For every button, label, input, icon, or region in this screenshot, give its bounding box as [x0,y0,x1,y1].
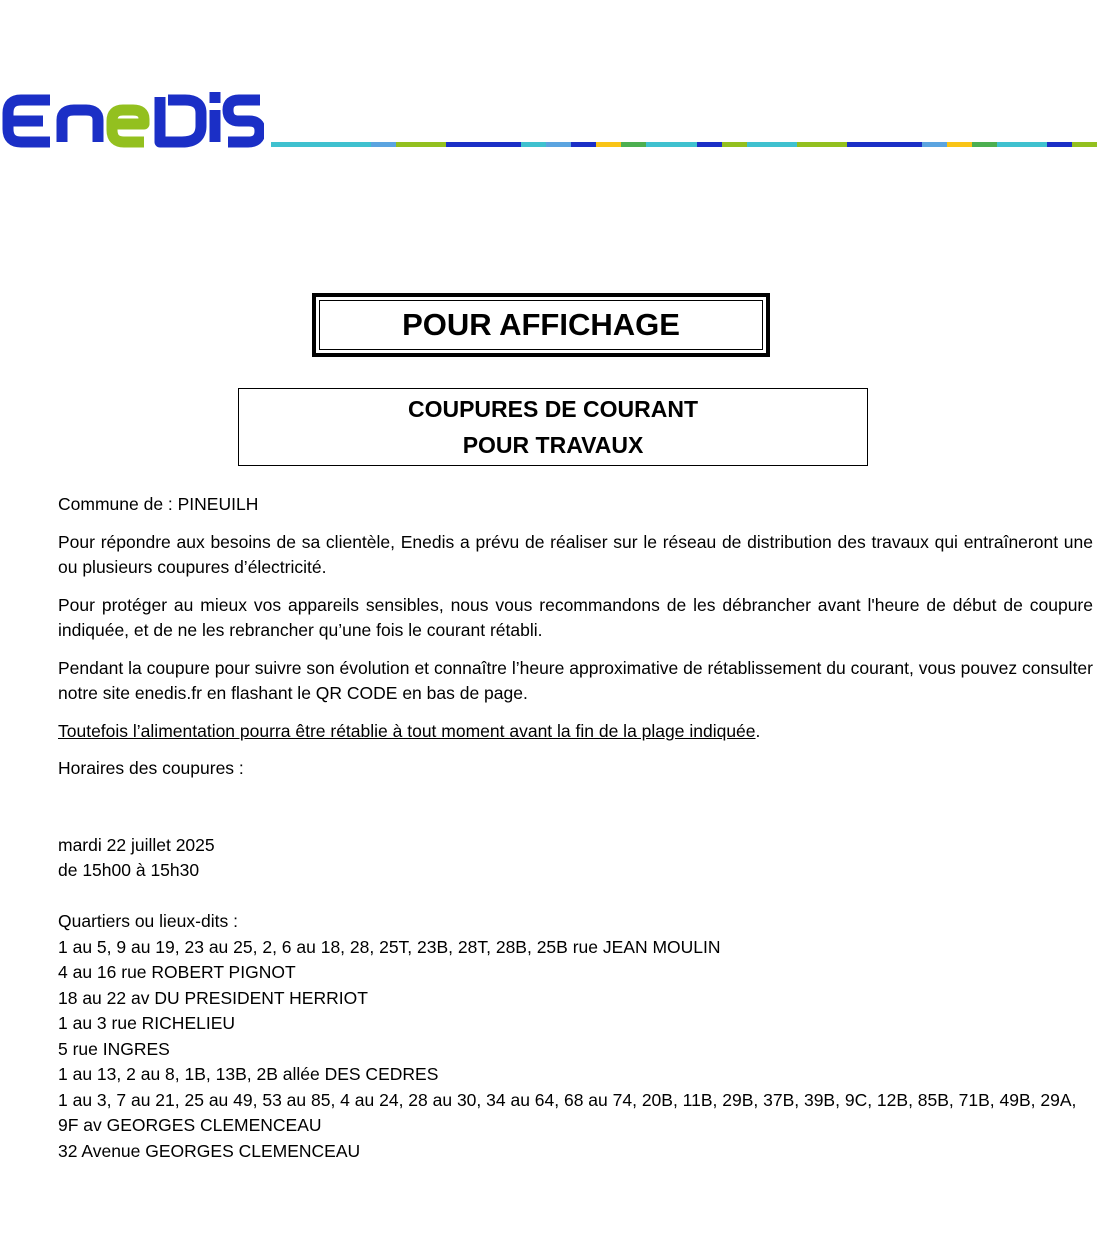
header-line-segment [947,142,972,147]
header-line-segment [346,142,371,147]
restoration-period: . [755,720,761,741]
address-line: 1 au 3 rue RICHELIEU [58,1013,236,1033]
header-line-segment [1072,142,1097,147]
coupures-title-line2: POUR TRAVAUX [462,432,644,458]
commune-line: Commune de : PINEUILH [58,494,259,514]
header-line-segment [672,142,697,147]
outage-date: mardi 22 juillet 2025 [58,834,215,855]
header-line-segment [646,142,671,147]
header-line-segment [972,142,997,147]
header-line-segment [772,142,797,147]
pour-affichage-title: POUR AFFICHAGE [319,300,763,350]
address-line: 1 au 3, 7 au 21, 25 au 49, 53 au 85, 4 au 24, 28 au 30, 34 au 64, 68 au 74, 20B, 11B, 29B, 37B, 39B, 9C, 12B, 85B, 71B, 49B, 29A, 9F av GEORGES CLEMENCEAU [58,1089,1077,1135]
header-line-segment [571,142,596,147]
header-line-segment [596,142,621,147]
address-line: 1 au 13, 2 au 8, 1B, 13B, 2B allée DES CEDRES [58,1064,439,1084]
tracking-paragraph: Pendant la coupure pour suivre son évolution et connaître l’heure approximative de rétablissement du courant, vous pouvez consulter notre site enedis.fr en flashant le QR CODE en bas de page. [58,657,1093,703]
header-line-segment [396,142,421,147]
header-line-segment [822,142,847,147]
address-line: 5 rue INGRES [58,1038,170,1059]
header-line-segment [747,142,772,147]
header-line-segment [722,142,747,147]
header-line-segment [797,142,822,147]
header-line-segment [1022,142,1047,147]
header-line-segment [922,142,947,147]
coupures-title-box [238,388,868,466]
protection-paragraph: Pour protéger au mieux vos appareils sensibles, nous vous recommandons de les débrancher avant l'heure de début de coupure indiquée, et de ne les rebrancher qu’une fois le courant rétabli. [58,594,1093,640]
header-line-segment [521,142,546,147]
horaires-label: Horaires des coupures : [58,758,244,778]
pour-affichage-box [312,293,770,357]
outage-time: de 15h00 à 15h30 [58,860,200,880]
restoration-paragraph [58,719,1093,745]
header-divider-line [271,142,1097,147]
header-line-segment [496,142,521,147]
coupures-title-line1: COUPURES DE COURANT [407,396,699,422]
address-line: 32 Avenue GEORGES CLEMENCEAU [58,1140,361,1161]
header-line-segment [697,142,722,147]
header-line-segment [421,142,446,147]
address-line: 1 au 5, 9 au 19, 23 au 25, 2, 6 au 18, 28, 25T, 23B, 28T, 28B, 25B rue JEAN MOULIN [58,936,721,957]
quartiers-label: Quartiers ou lieux-dits : [58,911,238,931]
notice-content [58,492,1093,1164]
header-line-segment [897,142,922,147]
header-line-segment [546,142,571,147]
header-line-segment [296,142,321,147]
header-line-segment [621,142,646,147]
restoration-underlined-text: Toutefois l’alimentation pourra être rétablie à tout moment avant la fin de la plage indiquée [58,720,756,741]
header-line-segment [847,142,872,147]
enedis-logo [2,86,264,152]
header-line-segment [271,142,296,147]
header-line-segment [321,142,346,147]
header-line-segment [997,142,1022,147]
header-line-segment [872,142,897,147]
address-line: 4 au 16 rue ROBERT PIGNOT [58,962,296,982]
enedis-logo-mark [2,86,264,152]
intro-paragraph: Pour répondre aux besoins de sa clientèle, Enedis a prévu de réaliser sur le réseau de distribution des travaux qui entraîneront une ou plusieurs coupures d’électricité. [58,531,1093,577]
address-line: 18 au 22 av DU PRESIDENT HERRIOT [58,987,368,1008]
header-line-segment [471,142,496,147]
header-line-segment [371,142,396,147]
header-line-segment [1047,142,1072,147]
header-line-segment [446,142,471,147]
